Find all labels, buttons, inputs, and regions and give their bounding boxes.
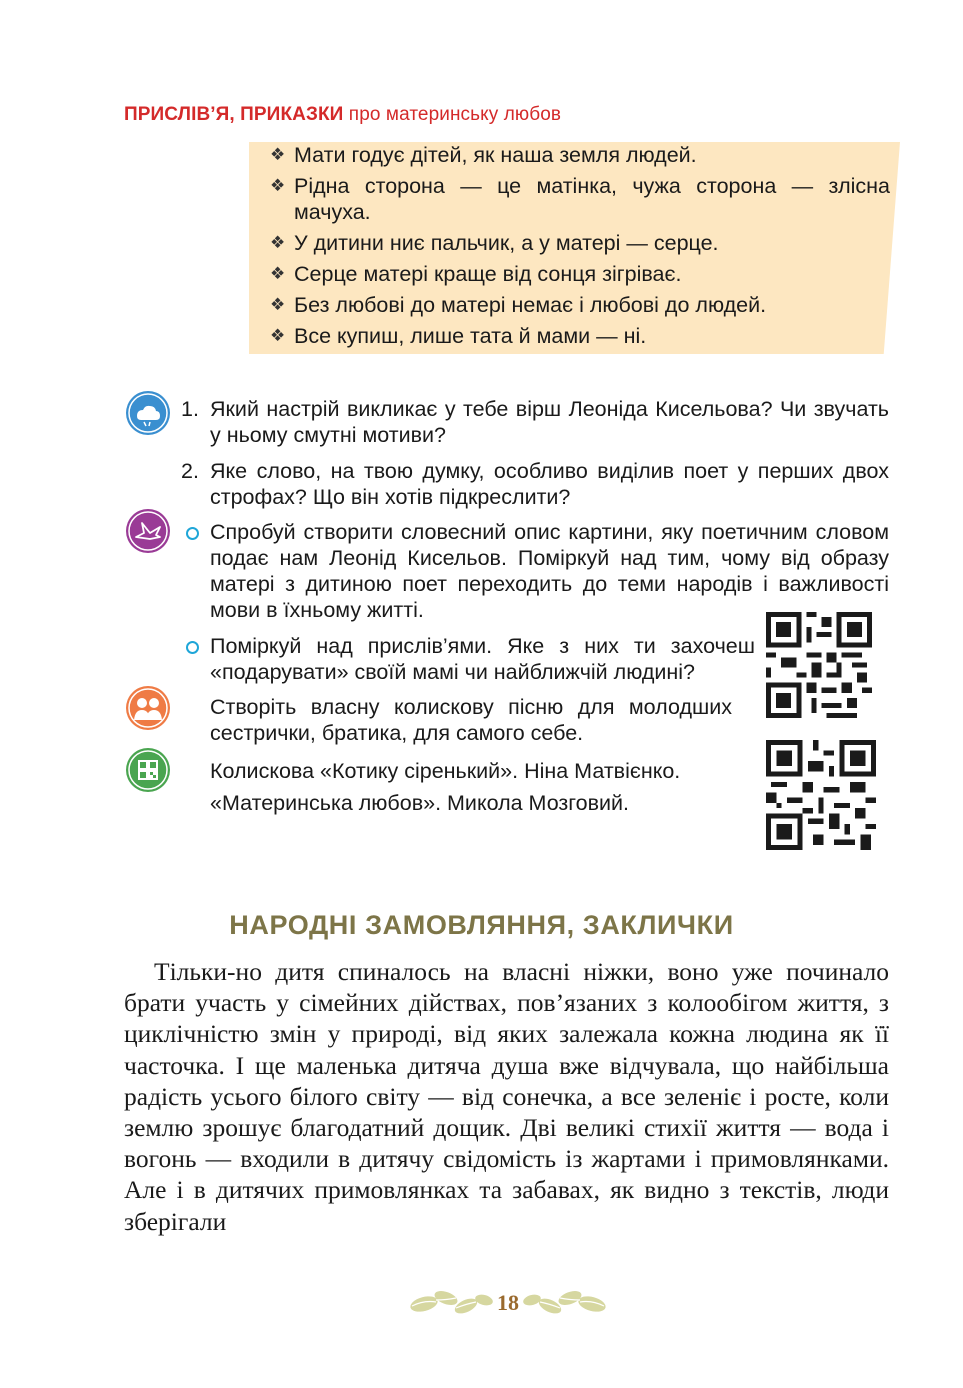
media-link-2[interactable]: «Материнська любов». Микола Мозговий. [210, 791, 630, 815]
section-title-rest: про материнську любов [343, 104, 562, 125]
diamond-bullet-icon: ❖ [270, 264, 286, 283]
section-title [124, 104, 561, 126]
proverb-item: ❖ Без любові до матері немає і любові до людей. [270, 293, 767, 317]
proverb-item: ❖ У дитини ниє пальчик, а у матері — серце. [270, 231, 719, 255]
origami-crane-icon [124, 507, 172, 555]
diamond-bullet-icon: ❖ [270, 233, 286, 252]
question-number: 1. [181, 397, 199, 421]
question-number: 2. [181, 459, 199, 483]
page-footer [404, 1282, 612, 1322]
creative-task: Спробуй створити словесний опис картини, яку поетичним словом подає нам Леонід Кисельов. Поміркуй над тим, чому від образу матері з дитиною поет переходить до теми народів і важливості мови в їхньому житті. [210, 520, 889, 622]
group-task: Створіть власну колискову пісню для молодших сестрички, братика, для самого себе. [210, 695, 732, 745]
proverb-list [270, 142, 890, 354]
proverb-item: ❖ Серце матері краще від сонця зігріває. [270, 262, 682, 286]
diamond-bullet-icon: ❖ [270, 295, 286, 314]
qr-code-icon [124, 746, 172, 794]
cloud-thinking-icon [124, 389, 172, 437]
section-title-bold: ПРИСЛІВ’Я, ПРИКАЗКИ [124, 104, 344, 125]
two-people-icon [124, 684, 172, 732]
section-heading: НАРОДНІ ЗАМОВЛЯННЯ, ЗАКЛИЧКИ [229, 910, 734, 940]
media-link-1[interactable]: Колискова «Котику сіренький». Ніна Матвієнко. [210, 759, 681, 783]
question-1: Який настрій викликає у тебе вірш Леоніда Кисельова? Чи звучать у ньому смутні мотиви? [210, 397, 889, 447]
question-2: Яке слово, на твою думку, особливо виділив поет у перших двох строфах? Що він хотів підкреслити? [210, 459, 889, 509]
body-paragraph: Тільки-но дитя спиналось на власні ніжки, воно уже починало брати участь у сімейних дійствах, пов’язаних з колообігом життя, з циклічністю змін у природі, від яких залежала кожна людина як її часточка. І ще маленька дитяча душа вже відчувала, що найбільша радість усього білого світу — від сонечка, а все зеленіє і росте, коли землю зрошує благодатний дощик. Дві великі стихії життя — вода і вогонь — входили в дитячу свідомість із жартами і примовлянками. Але і в дитячих примовлянках та забавах, як видно з текстів, люди зберігали [124, 957, 889, 1236]
qr-code-2[interactable] [766, 740, 876, 850]
proverb-item: ❖ Мати годує дітей, як наша земля людей. [270, 143, 697, 167]
proverb-item: ❖ Рідна сторона — це матінка, чужа сторона — злісна мачуха. [270, 174, 890, 224]
circle-bullet-icon [186, 527, 199, 540]
page-number: 18 [497, 1290, 519, 1315]
diamond-bullet-icon: ❖ [270, 326, 286, 345]
diamond-bullet-icon: ❖ [270, 145, 286, 164]
qr-code-1[interactable] [766, 612, 872, 718]
proverb-task: Поміркуй над прислів’ями. Яке з них ти захочеш «подарувати» своїй мамі чи найближчій людині? [210, 634, 755, 684]
diamond-bullet-icon: ❖ [270, 176, 286, 195]
circle-bullet-icon [186, 641, 199, 654]
proverb-item: ❖ Все купиш, лише тата й мами — ні. [270, 324, 647, 348]
